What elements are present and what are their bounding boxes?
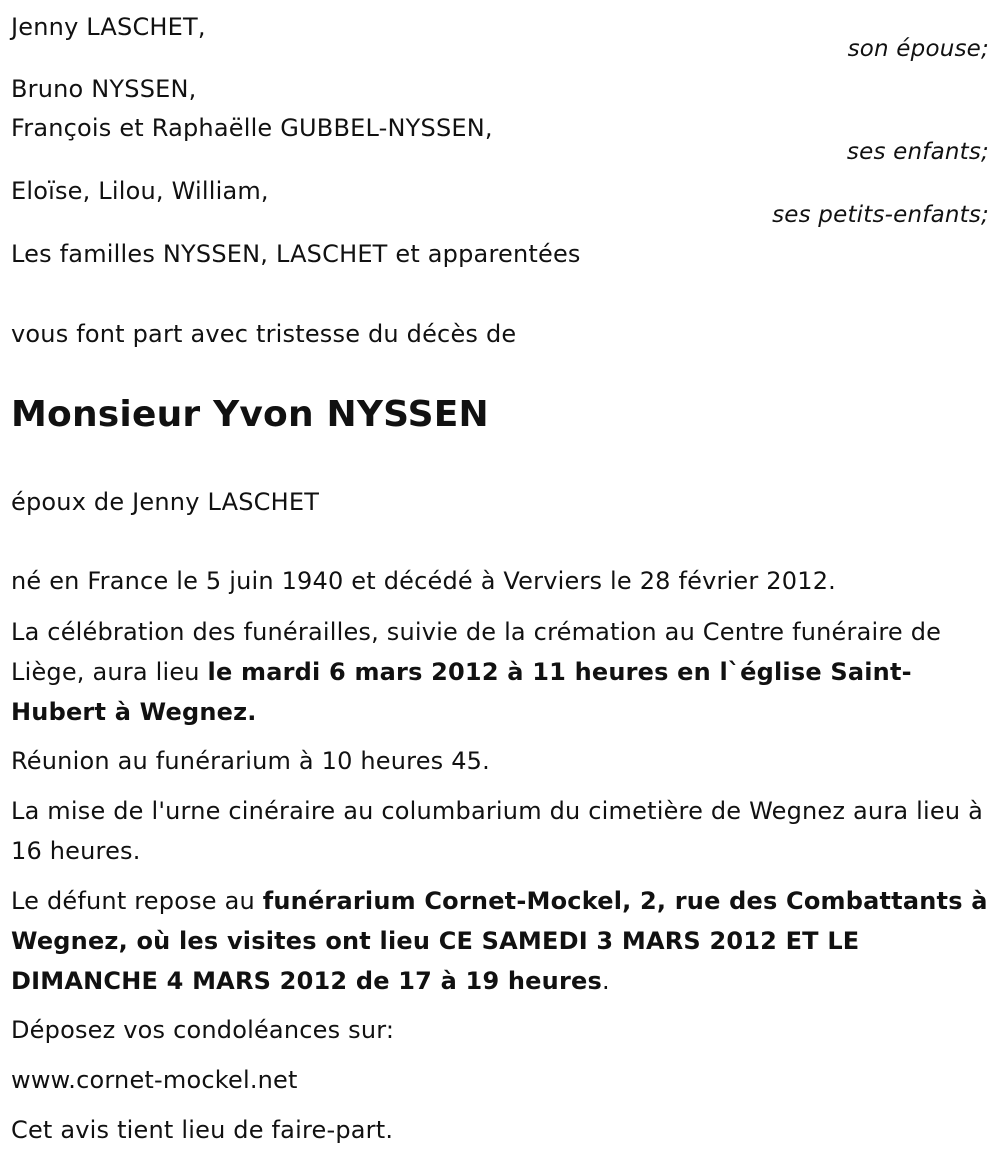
grandchildren-names: Eloïse, Lilou, William, [11, 177, 269, 205]
condolences-label: Déposez vos condoléances sur: [11, 1016, 395, 1044]
meeting-text: Réunion au funérarium à 10 heures 45. [11, 747, 490, 775]
funeral-date-place: le mardi 6 mars 2012 à 11 heures en l`église Saint-Hubert à Wegnez. [11, 658, 912, 726]
closing-text: Cet avis tient lieu de faire-part. [11, 1116, 394, 1144]
children-role: ses enfants; [846, 139, 989, 165]
child-name-2: François et Raphaëlle GUBBEL-NYSSEN, [11, 114, 493, 142]
visits-paragraph [11, 881, 989, 1001]
spouse-of-text: époux de Jenny LASCHET [11, 488, 320, 516]
spouse-name: Jenny LASCHET, [11, 13, 206, 41]
spouse-role: son épouse; [847, 36, 989, 62]
urn-paragraph: La mise de l'urne cinéraire au columbarium du cimetière de Wegnez aura lieu à 16 heures. [11, 797, 983, 865]
condolences-website-link[interactable]: www.cornet-mockel.net [11, 1066, 298, 1094]
deceased-name: Monsieur Yvon NYSSEN [11, 394, 489, 435]
funeral-intro: La célébration des funérailles, suivie de la crémation au Centre funéraire de Liège, aura lieu [11, 618, 942, 686]
child-name-1: Bruno NYSSEN, [11, 75, 197, 103]
announcement-text: vous font part avec tristesse du décès de [11, 320, 517, 348]
grandchildren-role: ses petits-enfants; [772, 202, 989, 228]
extended-families: Les familles NYSSEN, LASCHET et apparentées [11, 240, 581, 268]
visits-intro: Le défunt repose au [11, 887, 263, 915]
funeral-paragraph [11, 612, 989, 732]
obituary-notice [11, 0, 989, 1164]
visits-end: . [601, 967, 610, 995]
visits-details: funérarium Cornet-Mockel, 2, rue des Combattants à Wegnez, où les visites ont lieu CE SAMEDI 3 MARS 2012 ET LE DIMANCHE 4 MARS 2012 de 17 à 19 heures [11, 887, 988, 995]
birth-death-text: né en France le 5 juin 1940 et décédé à Verviers le 28 février 2012. [11, 567, 837, 595]
